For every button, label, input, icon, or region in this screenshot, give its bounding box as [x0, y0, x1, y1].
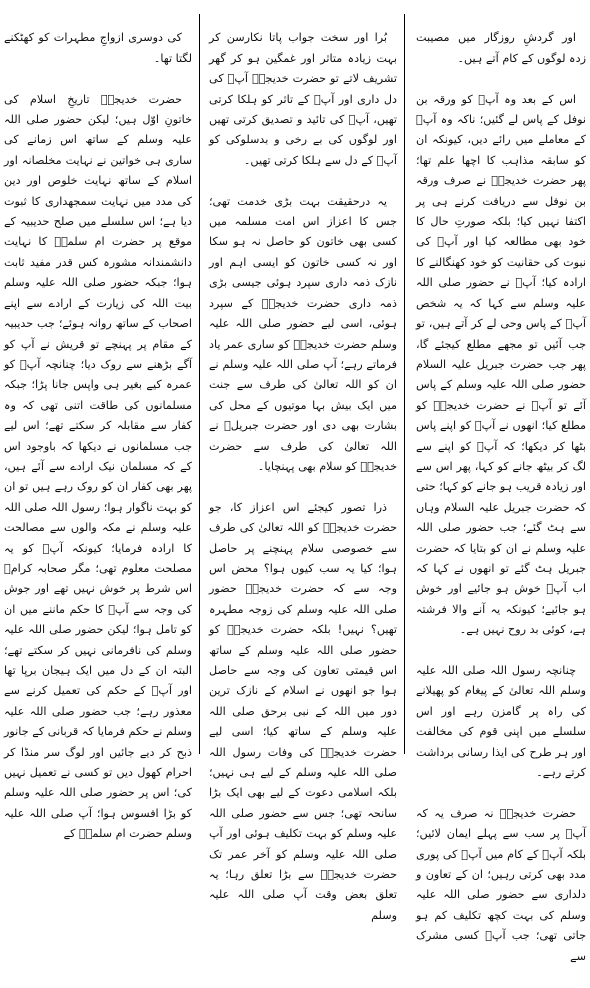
paragraph: ذرا تصور کیجئے اس اعزاز کا، جو حضرت خدیجہؓ کو اللہ تعالیٰ کی طرف سے خصوصی سلام پہنچنے پر حاصل ہوا؛ کیا یہ سب کیوں ہوا؟ محض اس وجہ سے کہ حضرت خدیجہؓ حضور صلی اللہ علیہ وسلم کی زوجہ مطہرہ تھیں؟ نہیں! بلکہ حضرت خدیجہؓ کو حضور صلی اللہ علیہ وسلم کے ساتھ اس قیمتی تعاون کی وجہ سے حاصل ہوا جو انھوں نے اسلام کے نازک ترین دور میں اللہ کے نبی برحق صلی اللہ علیہ وسلم کے ساتھ کیا؛ اسی لیے حضرت خدیجہؓ کی وفات رسول اللہ صلی اللہ علیہ وسلم کے لیے ہی نہیں؛ بلکہ اسلامی دعوت کے لیے بھی ایک بڑا سانحہ تھی؛ جس سے حضور صلی اللہ علیہ وسلم کو بہت تکلیف ہوئی اور آپ صلی اللہ علیہ وسلم کو آخر عمر تک حضرت خدیجہؓ سے بڑا تعلق رہا؛ یہ تعلق بعض وقت آپ صلی اللہ علیہ وسلم: [209, 500, 397, 922]
paragraph: چنانچہ رسول اللہ صلی اللہ علیہ وسلم اللہ تعالیٰ کے پیغام کو پھیلانے کی راہ پر گامزن رہے اور اس سلسلے میں اپنی قوم کی مخالفت اور ہر طرح کی ایذا رسانی برداشت کرتے رہے۔: [416, 664, 586, 780]
paragraph: یہ درحقیقت بہت بڑی خدمت تھی؛ جس کا اعزاز اس امت مسلمہ میں کسی بھی خاتون کو حاصل نہ ہو سکا اور نہ کسی خاتون کو ایسی اہم اور نازک ذمہ داری سپرد ہوئی جیسی بڑی ذمہ داری حضرت خدیجہؓ کے سپرد ہوئی، اسی لیے حضور صلی اللہ علیہ وسلم حضرت خدیجہؓ کو ساری عمر یاد فرماتے رہے؛ آپ صلی اللہ علیہ وسلم نے ان کو اللہ تعالیٰ کی طرف سے جنت میں ایک بیش بہا موتیوں کے محل کی بشارت بھی دی اور حضرت جبریلؑ نے اللہ تعالیٰ کی طرف سے حضرت خدیجہؓ کو سلام بھی پہنچایا۔: [209, 194, 397, 473]
text-column-left: [4, 8, 192, 841]
paragraph: اس کے بعد وہ آپؐ کو ورقہ بن نوفل کے پاس لے گئیں؛ ناکہ وہ آپؐ کے معاملے میں رائے دیں، کیونکہ ان کو سابقہ مذاہب کا اچھا علم تھا؛ پھر حضرت خدیجہؓ نے صرف ورقہ بن نوفل سے دریافت کرنے ہی پر اکتفا نہیں کیا؛ بلکہ صورتِ حال کا خود بھی مطالعہ کیا اور آپؐ کی نبوت کی حقانیت کو خود کھنگالنے کا ارادہ کیا؛ آپؐ نے حضور صلی اللہ علیہ وسلم سے کہا کہ یہ شخص آپؐ کے پاس وحی لے کر آتے ہیں، تو جب آئیں تو مجھے مطلع کیجئے گا، پھر جب حضرت جبریل علیہ السلام حضور صلی اللہ علیہ وسلم کے پاس آئے تو آپؐ نے حضرت خدیجہؓ کو مطلع کیا؛ انھوں نے آپؐ کو اپنے پاس بٹھا کر دیکھا؛ کہ آپؐ کو اپنے سے لگ کر بیٹھ جانے کو کہا، پھر اس سے اور زیادہ قریب ہو جانے کو کہا؛ حتی کہ حضرت جبریل علیہ السلام وہاں سے ہٹ گئے؛ جب حضور صلی اللہ علیہ وسلم نے ان کو بتایا کہ حضرت جبریل ہٹ گئے تو انھوں نے کہا کہ اب آپؐ خوش ہو جائیے اور خوش ہو جائیے؛ کیونکہ یہ آنے والا فرشتہ ہے، کوئی بد روح نہیں ہے۔: [416, 92, 586, 637]
text-column-middle: [209, 8, 397, 922]
paragraph: بُرا اور سخت جواب پاتا نکارسن کر بہت زیادہ متاثر اور غمگین ہو کر گھر تشریف لاتے تو حضرت خدیجہؓ آپؐ کی دل داری اور آپؐ کے تاثر کو ہلکا کرتی تھیں، آپؐ کی تائید و تصدیق کرتی تھیں اور لوگوں کی بے رخی و بدسلوکی کو آپؐ کے دل سے ہلکا کرتی تھیں۔: [209, 31, 397, 167]
column-divider: [404, 14, 405, 754]
column-divider: [199, 14, 200, 754]
paragraph: اور گردشِ روزگار میں مصیبت زدہ لوگوں کے کام آتے ہیں۔: [416, 31, 586, 65]
text-column-right: [416, 8, 586, 963]
paragraph: حضرت خدیجہؓ تاریخِ اسلام کی خاتونِ اوّل ہیں؛ لیکن حضور صلی اللہ علیہ وسلم کے ساتھ اس زمانے کی ساری ہی خواتین نے نہایت مخلصانہ اور اسلام کے ساتھ نہایت خلوص اور دین کی مدد میں نہایت سمجھداری کا ثبوت دیا ہے؛ اس سلسلے میں صلح حدیبیہ کے موقع پر حضرت ام سلمہؓ کا نہایت دانشمندانہ مشورہ کس قدر مفید ثابت ہوا؛ جبکہ حضور صلی اللہ علیہ وسلم بیت اللہ کی زیارت کے ارادے سے اپنے اصحاب کے ساتھ روانہ ہوئے؛ جب حدیبیہ کے مقام پر پہنچے تو قریش نے آپ کو آگے بڑھنے سے روک دیا؛ چنانچہ آپؐ کو عمرہ کیے بغیر ہی واپس جانا پڑا؛ جبکہ مسلمانوں کی طاقت اتنی تھی کہ وہ کفار سے مقابلہ کر سکتے تھے؛ اس لیے جب مسلمانوں نے دیکھا کہ باوجود اس کے کہ مسلمان نیک ارادے سے آئے ہیں، پھر بھی کفار ان کو روک رہے ہیں تو ان کو بہت ناگوار ہوا؛ رسول اللہ صلی اللہ علیہ وسلم نے مکہ والوں سے مصالحت کا ارادہ فرمایا؛ کیونکہ آپؐ کو یہ مصلحت معلوم تھی؛ مگر صحابہ کرامؓ اس شرط پر خوش نہیں تھے اور جوش کی وجہ سے آپؐ کا حکم ماننے میں ان کو تامل ہوا؛ لیکن حضور صلی اللہ علیہ وسلم کی نافرمانی نہیں کر سکتے تھے؛ البتہ ان کے دل میں ایک ہیجان برپا تھا اور آپؐ کے حکم کی تعمیل کرنے سے معذور رہے؛ جب حضور صلی اللہ علیہ وسلم نے حکم فرمایا کہ قربانی کے جانور ذبح کر دیے جائیں اور لوگ سر منڈا کر احرام کھول دیں تو کسی نے تعمیل نہیں کی؛ اس پر حضور صلی اللہ علیہ وسلم کو بڑا افسوس ہوا؛ آپ صلی اللہ علیہ وسلم حضرت ام سلمہؓ کے: [4, 92, 192, 841]
paragraph: حضرت خدیجہؓ نہ صرف یہ کہ آپؐ پر سب سے پہلے ایمان لائیں؛ بلکہ آپؐ کے کام میں آپؐ کی پوری مدد بھی کرتی رہیں؛ ان کے تعاون و دلداری سے حضور صلی اللہ علیہ وسلم کی بہت کچھ تکلیف کم ہو جاتی تھی؛ جب آپؐ کسی مشرک سے: [416, 806, 586, 963]
paragraph: کی دوسری ازواجِ مطہرات کو کھٹکنے لگتا تھا۔: [4, 31, 192, 65]
